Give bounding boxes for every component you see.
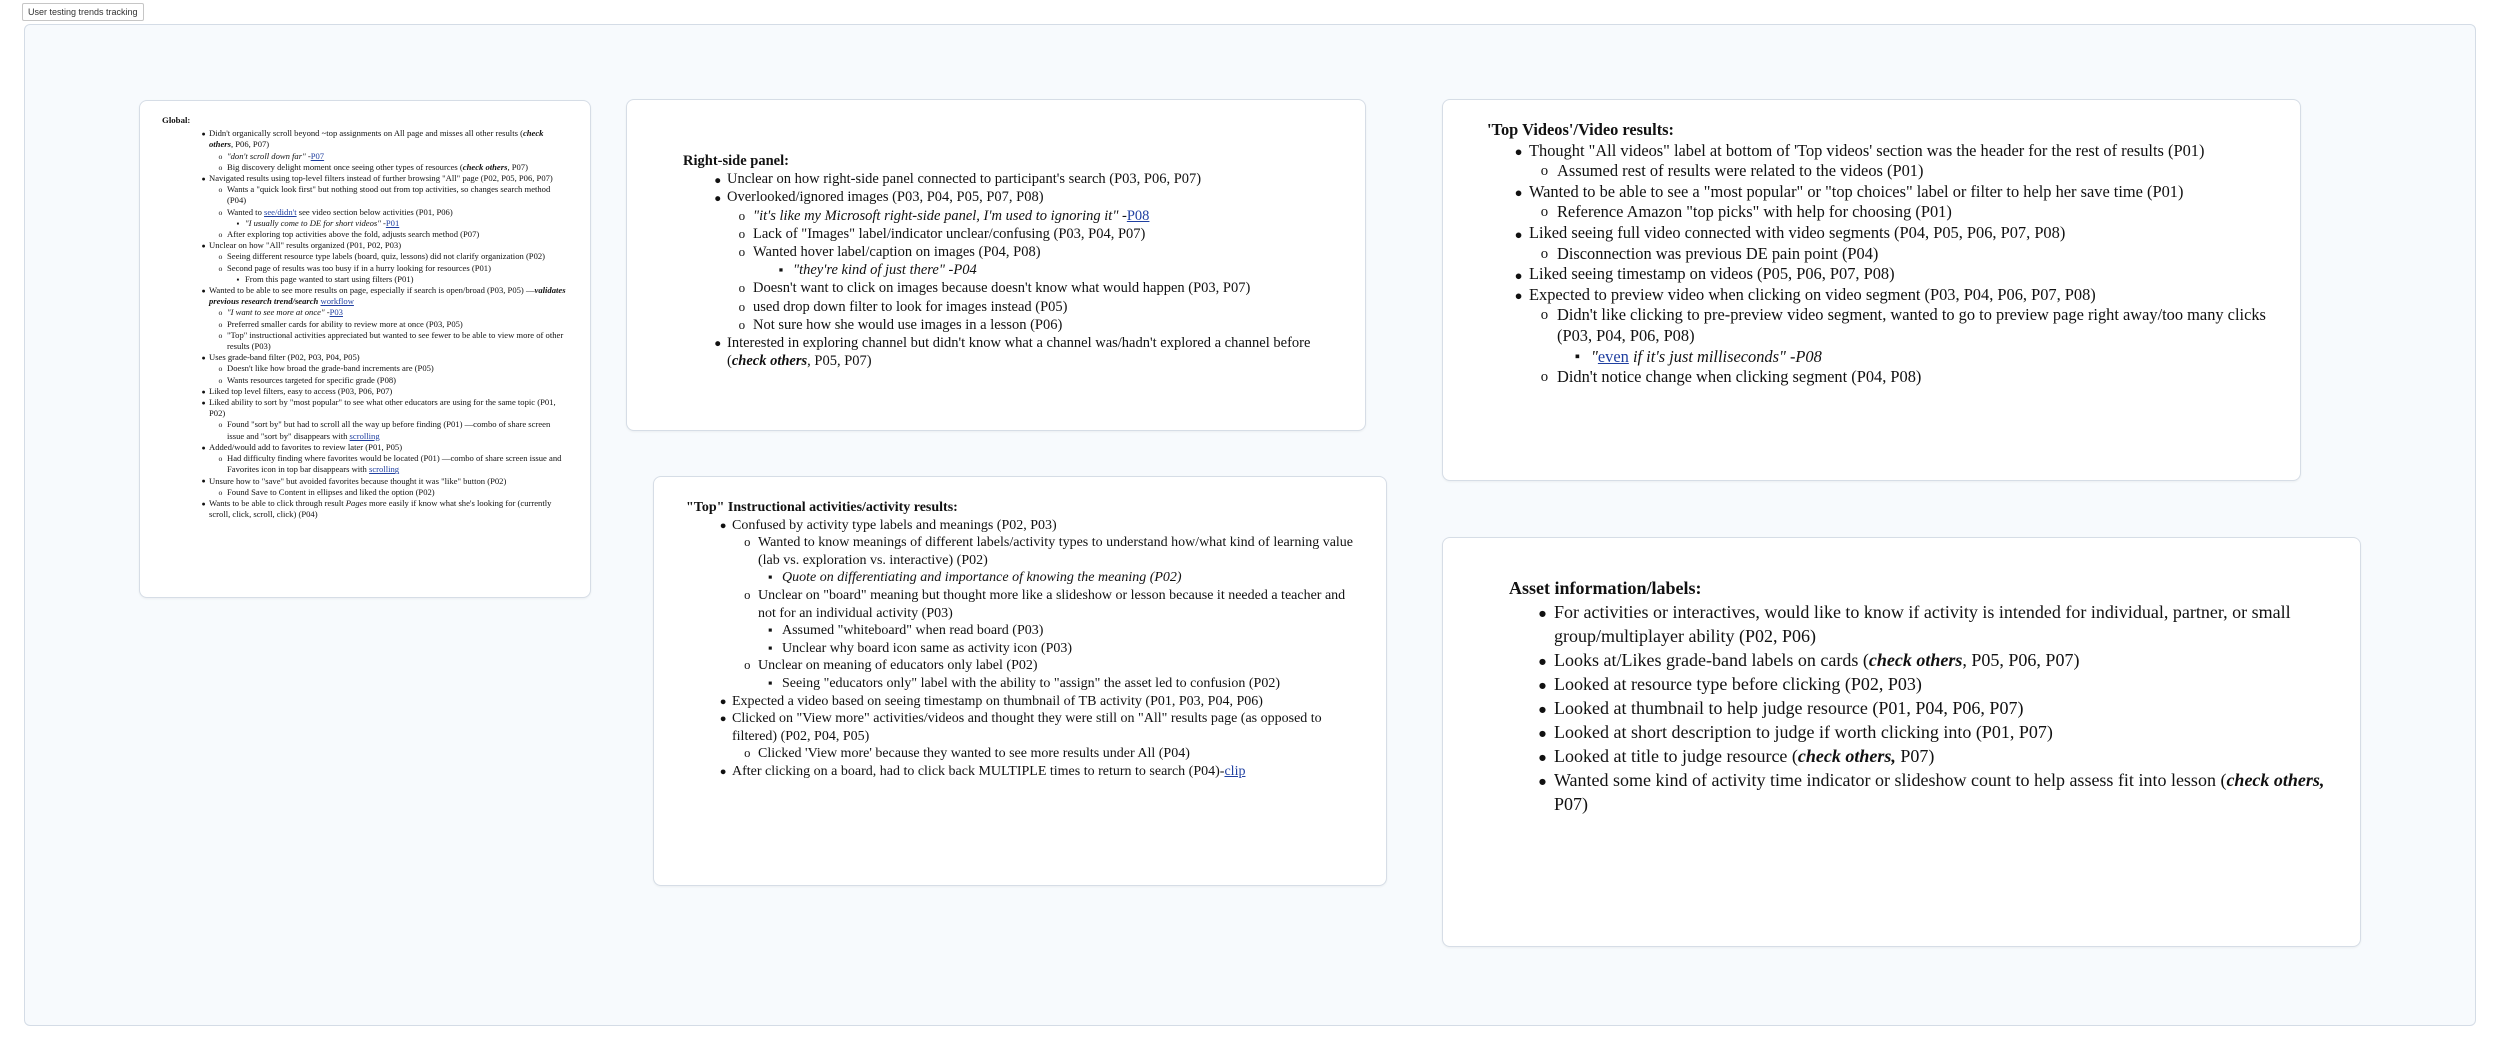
emphasis-text: check others	[1868, 650, 1963, 670]
item-text: After clicking on a board, had to click back MULTIPLE times to return to search (P04)-	[732, 763, 1225, 779]
list-item	[227, 251, 568, 262]
item-text: Seeing different resource type labels (board, quiz, lessons) did not clarify organization (P02)	[227, 251, 546, 262]
list-item	[758, 657, 1362, 692]
list-item	[1554, 720, 2336, 744]
item-text: Second page of results was too busy if in a hurry looking for resources (P01)	[227, 262, 491, 273]
item-text: "Top" instructional activities appreciated but wanted to see fewer to be able to view more of other results (P03)	[227, 329, 564, 352]
item-text: Added/would add to favorites to review later (P01, P05)	[209, 441, 403, 452]
item-text: used drop down filter to look for images instead (P05)	[753, 298, 1068, 315]
list-item	[209, 442, 568, 476]
list-item	[732, 693, 1362, 711]
bullet-list-level-2	[227, 307, 568, 352]
list-item	[227, 453, 568, 475]
card-global[interactable]	[139, 100, 591, 598]
bullet-list-level-3	[245, 274, 568, 285]
item-text: Expected to preview video when clicking on video segment (P03, P04, P06, P07, P08)	[1529, 284, 2096, 304]
quote-text: Quote on differentiating and importance of knowing the meaning (P02)	[782, 570, 1182, 586]
item-text: Assumed "whiteboard" when read board (P03)	[782, 623, 1044, 639]
item-text: , P05, P07)	[807, 353, 872, 370]
list-item	[227, 307, 568, 318]
list-item	[1529, 285, 2276, 388]
card-top-videos[interactable]	[1442, 99, 2301, 481]
item-text: Confused by activity type labels and meanings (P02, P03)	[732, 517, 1057, 533]
bullet-list-level-2	[227, 251, 568, 285]
bullet-list-level-3	[245, 218, 568, 229]
list-item	[1529, 223, 2276, 264]
quote-text: "it's like my Microsoft right-side panel, I'm used to ignoring it" -	[753, 207, 1127, 224]
list-item	[727, 170, 1341, 188]
link-text[interactable]: P08	[1126, 207, 1150, 224]
link-text[interactable]: P03	[329, 307, 343, 318]
bullet-list-level-2	[1557, 305, 2276, 387]
bullet-list-level-3	[782, 675, 1362, 693]
link-text[interactable]: P07	[310, 150, 325, 161]
bullet-list-level-2	[1557, 161, 2276, 182]
item-text: , P07)	[507, 161, 528, 172]
card-title: "Top" Instructional activities/activity results:	[686, 500, 958, 515]
list-item	[227, 229, 568, 240]
list-item	[732, 517, 1362, 693]
list-item	[727, 188, 1341, 334]
list-item	[1557, 161, 2276, 182]
item-text: Looked at short description to judge if worth clicking into (P01, P07)	[1554, 722, 2053, 742]
card-instructional-activities[interactable]	[653, 476, 1387, 886]
card-asset-information[interactable]	[1442, 537, 2361, 947]
emphasis-text: check others,	[1797, 746, 1896, 766]
item-text: Seeing "educators only" label with the ability to "assign" the asset led to confusion (P02)	[782, 675, 1280, 691]
link-text[interactable]: P01	[385, 217, 400, 228]
bullet-list-level-2	[227, 453, 568, 475]
list-item	[782, 622, 1362, 640]
link-text[interactable]: clip	[1224, 763, 1246, 779]
bullet-list-level-1	[732, 517, 1362, 781]
item-text: Doesn't want to click on images because doesn't know what would happen (P03, P07)	[753, 280, 1251, 297]
item-text: Thought "All videos" label at bottom of 'Top videos' section was the header for the rest of results (P01)	[1529, 140, 2205, 160]
emphasis-text: check others,	[2226, 770, 2325, 790]
emphasis-text: check others	[462, 161, 508, 172]
list-item	[793, 261, 1341, 279]
list-item	[227, 263, 568, 285]
list-item	[227, 319, 568, 330]
list-item	[1591, 347, 2276, 368]
item-text: Had difficulty finding where favorites would be located (P01) —combo of share screen issue and Favorites icon in top bar disappears with	[227, 453, 562, 475]
quote-text: "	[1591, 346, 1598, 366]
list-item	[227, 330, 568, 352]
bullet-list-level-2	[227, 151, 568, 173]
bullet-list-level-1	[1554, 600, 2336, 816]
item-text: Wanted hover label/caption on images (P04, P08)	[753, 244, 1041, 261]
list-item	[227, 487, 568, 498]
quote-text: "don't scroll down far" -	[227, 150, 311, 161]
item-text: Unclear on meaning of educators only label (P02)	[758, 658, 1038, 674]
item-text: Looked at title to judge resource (	[1554, 746, 1798, 766]
item-text: Didn't like clicking to pre-preview video segment, wanted to go to preview page right away/too many clicks (P03, P04, P06, P08)	[1557, 305, 2266, 345]
emphasis-text: check others	[731, 353, 808, 370]
list-item	[727, 334, 1341, 370]
list-item	[227, 184, 568, 206]
item-text: Disconnection was previous DE pain point (P04)	[1557, 243, 1879, 263]
list-item	[1557, 367, 2276, 388]
list-item	[209, 397, 568, 442]
item-text: Preferred smaller cards for ability to review more at once (P03, P05)	[227, 318, 463, 329]
list-item	[782, 675, 1362, 693]
bullet-list-level-2	[758, 745, 1362, 763]
list-item	[1554, 648, 2336, 672]
list-item	[227, 419, 568, 441]
item-text: Liked seeing timestamp on videos (P05, P06, P07, P08)	[1529, 264, 1895, 284]
bullet-list-level-3	[782, 569, 1362, 587]
item-text: For activities or interactives, would like to know if activity is intended for individual, partner, or small group/multiplayer ability (P02, P06)	[1554, 602, 2291, 646]
item-text: more easily if know what she's looking for (currently scroll, click, scroll, click) (P04)	[209, 497, 552, 520]
item-text: , P06, P07)	[230, 139, 270, 150]
item-text: Liked seeing full video connected with video segments (P04, P05, P06, P07, P08)	[1529, 222, 2066, 242]
bullet-list-level-2	[227, 184, 568, 240]
list-item	[1554, 768, 2336, 816]
item-text: Not sure how she would use images in a lesson (P06)	[753, 316, 1063, 333]
list-item	[1557, 202, 2276, 223]
item-text: P07)	[1554, 794, 1589, 814]
list-item	[245, 274, 568, 285]
link-text[interactable]: scrolling	[369, 464, 400, 475]
item-text: P07)	[1895, 746, 1935, 766]
frame-label[interactable]: User testing trends tracking	[22, 3, 144, 21]
list-item	[753, 207, 1341, 225]
item-text: Unclear on how right-side panel connected to participant's search (P03, P06, P07)	[727, 171, 1202, 188]
list-item	[227, 363, 568, 374]
italic-text: Pages	[345, 497, 367, 508]
item-text: Wants a "quick look first" but nothing stood out from top activities, so changes search method (P04)	[227, 184, 551, 206]
card-title: Global:	[162, 115, 191, 125]
item-text: Looked at resource type before clicking (P02, P03)	[1554, 674, 1922, 694]
list-item	[753, 298, 1341, 316]
bullet-list-level-2	[227, 487, 568, 498]
list-item	[209, 240, 568, 285]
item-text: Clicked on "View more" activities/videos and thought they were still on "All" results page (as opposed to filtered) (P02, P04, P05)	[732, 711, 1322, 744]
item-text: Overlooked/ignored images (P03, P04, P05, P07, P08)	[727, 189, 1044, 206]
list-item	[782, 640, 1362, 658]
item-text: Wanted to know meanings of different labels/activity types to understand how/what kind of learning value (lab vs. exploration vs. interactive) (P02)	[758, 535, 1354, 568]
bullet-list-level-1	[727, 170, 1341, 370]
link-text[interactable]: workflow	[320, 296, 354, 307]
item-text: Wanted some kind of activity time indicator or slideshow count to help assess fit into lesson (	[1554, 770, 2227, 790]
bullet-list-level-1	[1529, 141, 2276, 388]
item-text: Assumed rest of results were related to the videos (P01)	[1557, 161, 1924, 181]
list-item	[753, 225, 1341, 243]
list-item	[732, 763, 1362, 781]
card-right-side-panel[interactable]	[626, 99, 1366, 431]
list-item	[758, 745, 1362, 763]
list-item	[209, 498, 568, 520]
item-text: Lack of "Images" label/indicator unclear/confusing (P03, P04, P07)	[753, 225, 1146, 242]
link-text[interactable]: even	[1597, 346, 1629, 366]
item-text: Reference Amazon "top picks" with help for choosing (P01)	[1557, 202, 1952, 222]
item-text: Interested in exploring channel but didn't know what a channel was/hadn't explored a channel before (	[727, 335, 1311, 370]
list-item	[209, 476, 568, 498]
item-text: Wanted to be able to see more results on page, especially if search is open/broad (P03, P05) —	[209, 285, 535, 296]
item-text: Unclear on how "All" results organized (P01, P02, P03)	[209, 240, 402, 251]
list-item	[227, 162, 568, 173]
list-item	[782, 569, 1362, 587]
item-text: , P05, P06, P07)	[1962, 650, 2080, 670]
bullet-list-level-1	[209, 128, 568, 520]
bullet-list-level-2	[1557, 202, 2276, 223]
item-text: After exploring top activities above the fold, adjusts search method (P07)	[227, 229, 480, 240]
list-item	[227, 151, 568, 162]
list-item	[1554, 696, 2336, 720]
list-item	[758, 534, 1362, 587]
list-item	[1557, 244, 2276, 265]
item-text: Liked top level filters, easy to access (P03, P06, P07)	[209, 385, 393, 396]
item-text: Wanted to be able to see a "most popular" or "top choices" label or filter to help her save time (P01)	[1529, 181, 2184, 201]
card-title: Asset information/labels:	[1509, 578, 1702, 598]
list-item	[209, 386, 568, 397]
bullet-list-level-2	[227, 363, 568, 385]
list-item	[227, 375, 568, 386]
item-text: Liked ability to sort by "most popular" to see what other educators are using for the same topic (P01, P02)	[209, 397, 556, 419]
card-title: Right-side panel:	[683, 153, 789, 169]
list-item	[1554, 672, 2336, 696]
list-item	[753, 279, 1341, 297]
list-item	[1557, 305, 2276, 367]
list-item	[1529, 141, 2276, 182]
bullet-list-level-2	[1557, 244, 2276, 265]
item-text: Wanted to	[227, 206, 265, 217]
item-text: Looks at/Likes grade-band labels on cards (	[1554, 650, 1869, 670]
list-item	[209, 352, 568, 386]
quote-text: if it's just milliseconds" -P08	[1628, 346, 1822, 366]
quote-text: "I usually come to DE for short videos" -	[245, 217, 386, 228]
bullet-list-level-2	[758, 534, 1362, 692]
item-text: Didn't notice change when clicking segment (P04, P08)	[1557, 367, 1922, 387]
item-text: Didn't organically scroll beyond ~top assignments on All page and misses all other results (	[209, 128, 523, 139]
card-title: 'Top Videos'/Video results:	[1487, 120, 1675, 139]
bullet-list-level-3	[782, 622, 1362, 657]
item-text: From this page wanted to start using filters (P01)	[245, 273, 414, 284]
bullet-list-level-3	[793, 261, 1341, 279]
list-item	[209, 173, 568, 240]
list-item	[209, 285, 568, 352]
list-item	[753, 243, 1341, 279]
item-text: Unclear why board icon same as activity icon (P03)	[782, 640, 1073, 656]
list-item	[1554, 600, 2336, 648]
list-item	[1529, 182, 2276, 223]
item-text: Expected a video based on seeing timestamp on thumbnail of TB activity (P01, P03, P04, P06)	[732, 693, 1263, 709]
item-text: Big discovery delight moment once seeing other types of resources (	[227, 161, 463, 172]
list-item	[732, 710, 1362, 763]
bullet-list-level-2	[753, 207, 1341, 334]
list-item	[227, 207, 568, 229]
item-text: Wants resources targeted for specific grade (P08)	[227, 374, 397, 385]
item-text: Found "sort by" but had to scroll all the way up before finding (P01) —combo of share screen issue and "sort by" disappears with	[227, 419, 551, 441]
link-text[interactable]: scrolling	[349, 430, 380, 441]
link-text[interactable]: see/didn't	[264, 206, 297, 217]
item-text: Uses grade-band filter (P02, P03, P04, P05)	[209, 352, 360, 363]
item-text: Found Save to Content in ellipses and liked the option (P02)	[227, 486, 435, 497]
item-text: Unclear on "board" meaning but thought more like a slideshow or lesson because it needed a teacher and not for an individual activity (P03)	[758, 587, 1346, 621]
list-item	[753, 316, 1341, 334]
list-item	[1554, 744, 2336, 768]
quote-text: "I want to see more at once" -	[227, 307, 330, 318]
list-item	[209, 128, 568, 173]
item-text: see video section below activities (P01, P06)	[296, 206, 453, 217]
emphasis-text: validates previous research trend/search	[209, 285, 566, 307]
quote-text: "they're kind of just there" -P04	[793, 262, 977, 279]
bullet-list-level-2	[227, 419, 568, 441]
item-text: Navigated results using top-level filters instead of further browsing "All" page (P02, P05, P06, P07)	[209, 173, 553, 184]
list-item	[758, 587, 1362, 657]
list-item	[1529, 264, 2276, 285]
bullet-list-level-3	[1591, 347, 2276, 368]
item-text: Looked at thumbnail to help judge resource (P01, P04, P06, P07)	[1554, 698, 2024, 718]
item-text: Unsure how to "save" but avoided favorites because thought it was "like" button (P02)	[209, 475, 507, 486]
item-text: Doesn't like how broad the grade-band increments are (P05)	[227, 363, 434, 374]
item-text: Wants to be able to click through result	[209, 497, 346, 508]
item-text: Clicked 'View more' because they wanted to see more results under All (P04)	[758, 746, 1190, 762]
emphasis-text: check others	[209, 128, 544, 150]
list-item	[245, 218, 568, 229]
